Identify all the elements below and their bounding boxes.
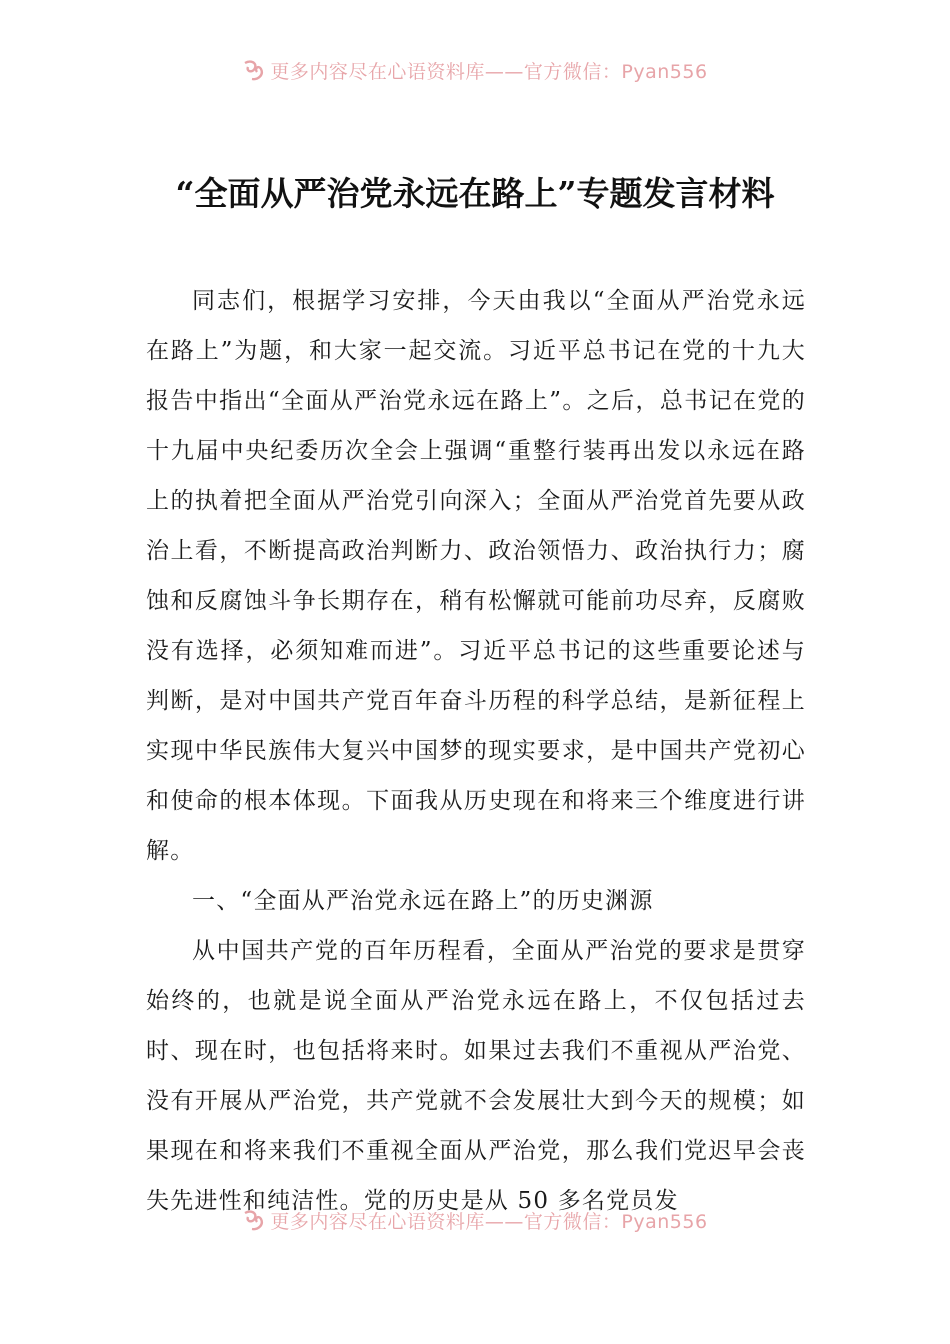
watermark-logo-icon — [242, 59, 266, 81]
document-body — [146, 276, 806, 1226]
header-watermark — [0, 57, 950, 83]
watermark-logo-icon — [242, 1209, 266, 1231]
watermark-text: 更多内容尽在心语资料库——官方微信：Pyan556 — [270, 1210, 708, 1233]
section-heading-1: 一、“全面从严治党永远在路上”的历史渊源 — [192, 888, 654, 914]
watermark-text: 更多内容尽在心语资料库——官方微信：Pyan556 — [270, 60, 708, 83]
paragraph-intro: 同志们，根据学习安排，今天由我以“全面从严治党永远在路上”为题，和大家一起交流。习近平总书记在党的十九大报告中指出“全面从严治党永远在路上”。之后，总书记在党的十九届中央纪委历次全会上强调“重整行装再出发以永远在路上的执着把全面从严治党引向深入；全面从严治党首先要从政治上看，不断提高政治判断力、政治领悟力、政治执行力；腐蚀和反腐蚀斗争长期存在，稍有松懈就可能前功尽弃，反腐败没有选择，必须知难而进”。习近平总书记的这些重要论述与判断，是对中国共产党百年奋斗历程的科学总结，是新征程上实现中华民族伟大复兴中国梦的现实要求，是中国共产党初心和使命的根本体现。下面我从历史现在和将来三个维度进行讲解。 — [146, 288, 806, 864]
document-title: “全面从严治党永远在路上”专题发言材料 — [175, 174, 775, 213]
footer-watermark — [0, 1207, 950, 1233]
paragraph-section-1: 从中国共产党的百年历程看，全面从严治党的要求是贯穿始终的，也就是说全面从严治党永远在路上，不仅包括过去时、现在时，也包括将来时。如果过去我们不重视从严治党、没有开展从严治党，共产党就不会发展壮大到今天的规模；如果现在和将来我们不重视全面从严治党，那么我们党迟早会丧失先进性和纯洁性。党的历史是从 50 多名党员发 — [146, 938, 806, 1214]
